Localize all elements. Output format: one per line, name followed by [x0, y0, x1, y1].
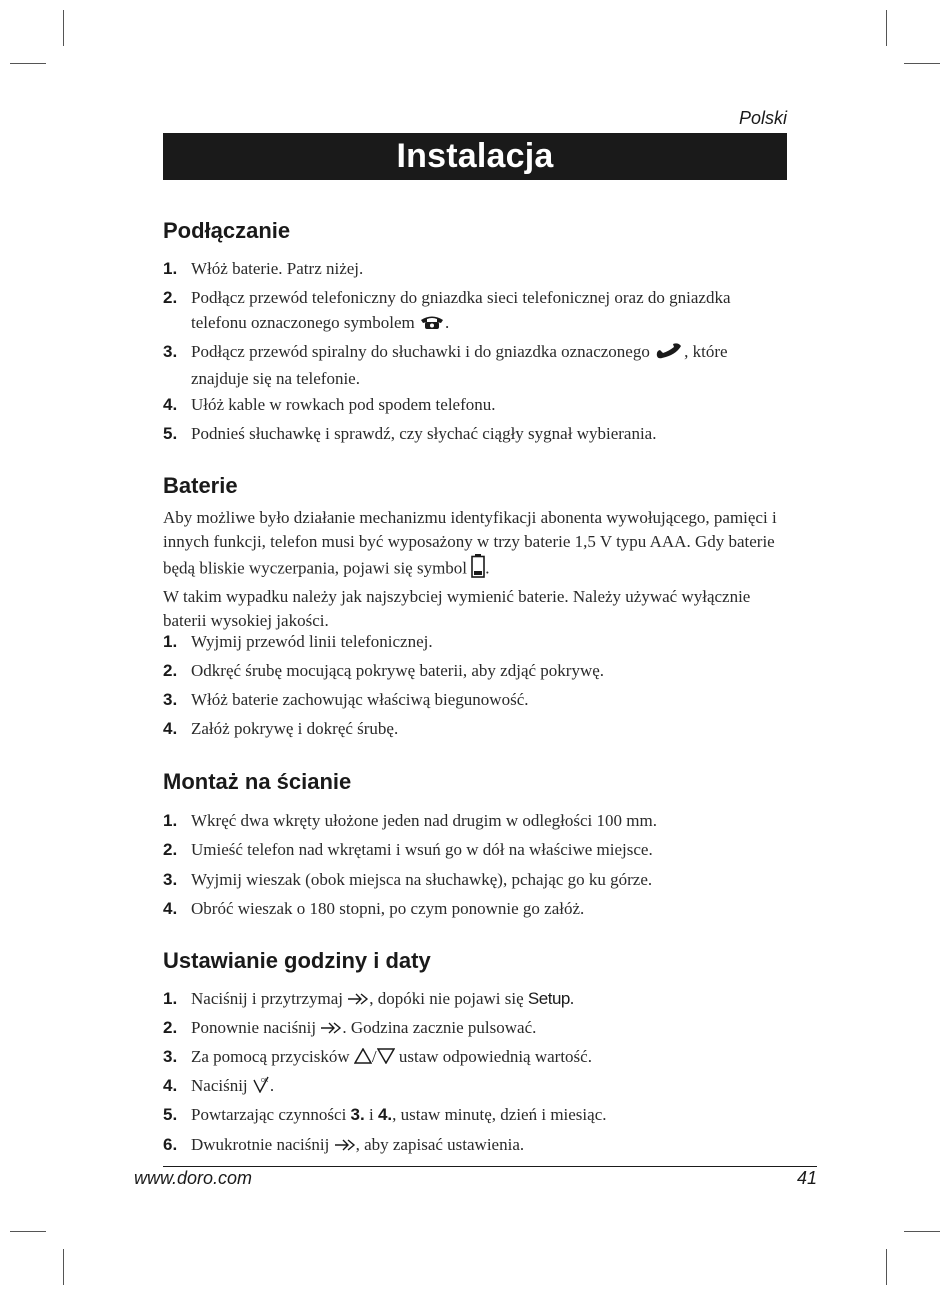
- section-heading-time-date: Ustawianie godziny i daty: [163, 948, 431, 973]
- crop-mark: [886, 10, 887, 46]
- handset-icon: [654, 341, 684, 366]
- list-item: 3. Za pomocą przycisków / ustaw odpowiednią wartość.: [163, 1044, 783, 1071]
- up-triangle-icon: [354, 1046, 372, 1071]
- telephone-icon: [419, 312, 445, 337]
- list-item: 1. Wyjmij przewód linii telefonicznej.: [163, 632, 433, 651]
- ok-check-icon: [252, 1075, 270, 1100]
- battery-low-icon: [471, 554, 485, 585]
- down-triangle-icon: [377, 1046, 395, 1071]
- list-item: 3. Włóż baterie zachowując właściwą biegunowość.: [163, 690, 529, 709]
- list-item: 3. Podłącz przewód spiralny do słuchawki i do gniazdka oznaczonego , które znajduje się na telefonie.: [163, 342, 728, 388]
- list-item: 2. Ponownie naciśnij . Godzina zacznie pulsować.: [163, 1015, 783, 1042]
- list-item: 4. Obróć wieszak o 180 stopni, po czym ponownie go załóż.: [163, 899, 585, 918]
- list-item: 4. Naciśnij OK .: [163, 1073, 783, 1100]
- list-item: 3. Wyjmij wieszak (obok miejsca na słuchawkę), pchając go ku górze.: [163, 870, 653, 889]
- list-item: 5. Powtarzając czynności 3. i 4., ustaw minutę, dzień i miesiąc.: [163, 1105, 607, 1124]
- crop-mark: [904, 1231, 940, 1232]
- batteries-intro: Aby możliwe było działanie mechanizmu identyfikacji abonenta wywołującego, pamięci i innych funkcji, telefon musi być wyposażony w trzy baterie 1,5 V typu AAA. Gdy baterie będą bliskie wyczerpania, pojawi się symbol . W takim wypadku należy jak najszybciej wymienić baterie. Należy używać wyłącznie baterii wysokiej jakości.: [163, 508, 777, 630]
- list-item: 1. Naciśnij i przytrzymaj , dopóki nie pojawi się Setup.: [163, 986, 783, 1013]
- section-heading-connecting: Podłączanie: [163, 218, 291, 243]
- list-item: 4. Ułóż kable w rowkach pod spodem telefonu.: [163, 395, 496, 414]
- list-item: 2. Umieść telefon nad wkrętami i wsuń go w dół na właściwe miejsce.: [163, 840, 653, 859]
- list-item: 2. Podłącz przewód telefoniczny do gniazdka sieci telefonicznej oraz do gniazdka telefonu oznaczonego symbolem .: [163, 285, 783, 337]
- page-title: Instalacja: [163, 133, 787, 180]
- list-item: 5. Podnieś słuchawkę i sprawdź, czy słychać ciągły sygnał wybierania.: [163, 424, 657, 443]
- list-item: 1. Wkręć dwa wkręty ułożone jeden nad drugim w odległości 100 mm.: [163, 811, 657, 830]
- crop-mark: [10, 63, 46, 64]
- list-item: 4. Załóż pokrywę i dokręć śrubę.: [163, 719, 399, 738]
- crop-mark: [63, 10, 64, 46]
- list-item: 1. Włóż baterie. Patrz niżej.: [163, 259, 364, 278]
- section-heading-wall-mount: Montaż na ścianie: [163, 769, 352, 794]
- crop-mark: [10, 1231, 46, 1232]
- section-heading-batteries: Baterie: [163, 473, 238, 498]
- crop-mark: [904, 63, 940, 64]
- list-item: 2. Odkręć śrubę mocującą pokrywę baterii, aby zdjąć pokrywę.: [163, 661, 605, 680]
- footer-website: www.doro.com: [134, 1168, 253, 1188]
- footer-divider: [163, 1166, 817, 1167]
- list-item: 6. Dwukrotnie naciśnij , aby zapisać ustawienia.: [163, 1132, 783, 1159]
- page-number: 41: [796, 1168, 817, 1188]
- menu-arrow-icon: [320, 1017, 342, 1042]
- language-label: Polski: [738, 108, 787, 128]
- menu-arrow-icon: [347, 988, 369, 1013]
- menu-arrow-icon: [334, 1134, 356, 1159]
- crop-mark: [63, 1249, 64, 1285]
- svg-text:OK: OK: [260, 1077, 269, 1084]
- crop-mark: [886, 1249, 887, 1285]
